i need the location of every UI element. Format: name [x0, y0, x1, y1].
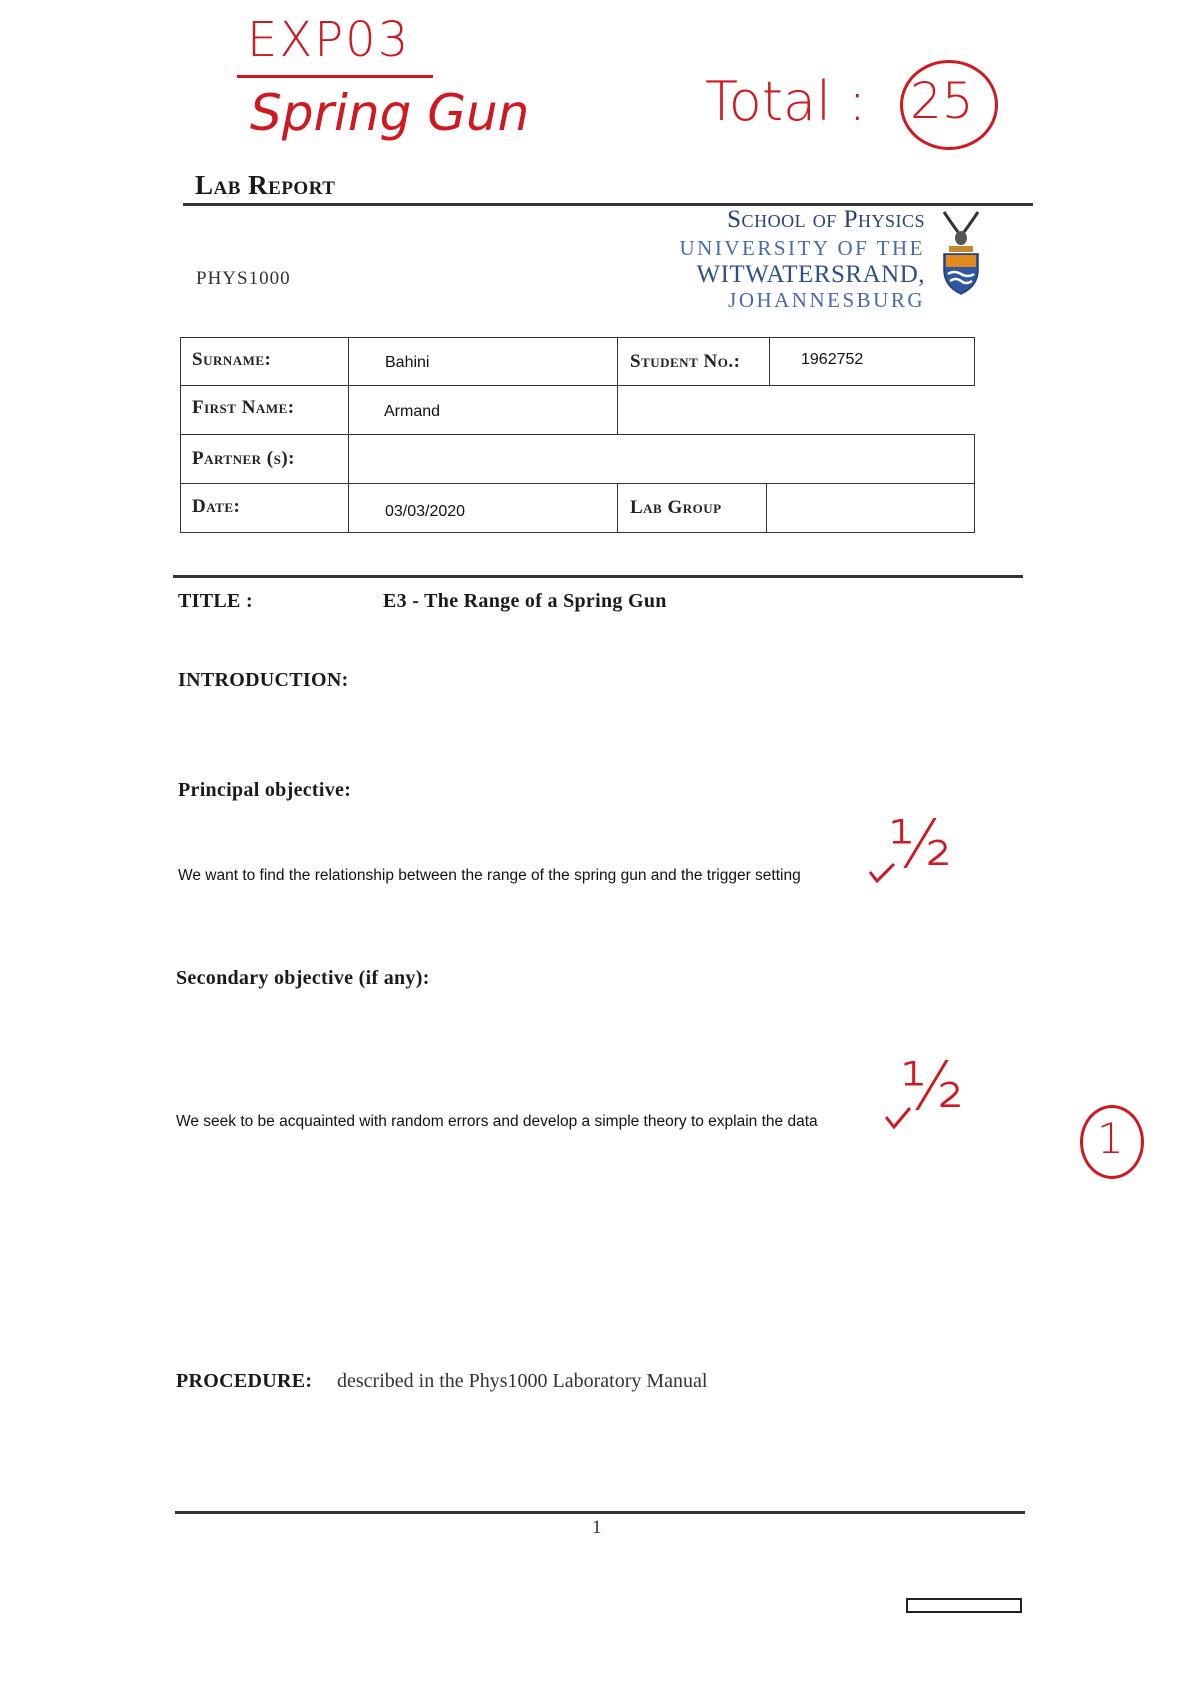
secondary-objective-text: We seek to be acquainted with random errors and develop a simple theory to explain the data	[176, 1113, 818, 1130]
title-label: TITLE :	[178, 590, 253, 612]
handwritten-total-score: 25	[910, 72, 974, 130]
footer-rule	[175, 1511, 1025, 1514]
page-number: 1	[592, 1517, 602, 1538]
surname-label: Surname:	[192, 349, 272, 370]
procedure-heading: PROCEDURE:	[176, 1370, 313, 1392]
first-name-label: First Name:	[192, 397, 295, 418]
secondary-objective-heading: Secondary objective (if any):	[176, 967, 430, 989]
handwritten-underline	[237, 75, 433, 78]
partners-value-cell	[348, 434, 975, 484]
course-code: PHYS1000	[196, 268, 291, 289]
first-name-value: Armand	[384, 403, 441, 420]
wits-crest-icon	[938, 210, 984, 298]
lab-group-value-cell	[766, 483, 975, 533]
procedure-text: described in the Phys1000 Laboratory Manual	[337, 1370, 708, 1392]
lab-group-label: Lab Group	[630, 497, 722, 518]
principal-objective-heading: Principal objective:	[178, 779, 352, 801]
introduction-heading: INTRODUCTION:	[178, 669, 349, 691]
student-no-value-cell	[769, 337, 975, 386]
university-line-2: WITWATERSRAND,	[696, 261, 925, 288]
handwritten-mark-half-2: ½	[900, 1048, 964, 1125]
date-label: Date:	[192, 496, 241, 517]
date-value: 03/03/2020	[385, 503, 466, 520]
principal-objective-text: We want to find the relationship between the range of the spring gun and the trigger setting	[178, 867, 801, 884]
handwritten-total-label: Total :	[705, 70, 867, 133]
handwritten-experiment-name: Spring Gun	[250, 84, 530, 142]
student-no-value: 1962752	[801, 351, 864, 368]
footer-box	[906, 1598, 1022, 1613]
report-experiment-title: E3 - The Range of a Spring Gun	[383, 590, 667, 612]
handwritten-mark-half-1: ½	[888, 806, 952, 883]
report-title: Lab Report	[195, 170, 336, 200]
student-info-table	[180, 337, 977, 533]
title-rule	[173, 575, 1023, 578]
school-name: School of Physics	[727, 206, 925, 233]
student-no-label: Student No.:	[630, 351, 741, 372]
university-line-1: UNIVERSITY OF THE	[679, 236, 925, 260]
handwritten-section-mark: 1	[1097, 1114, 1124, 1163]
empty-cell	[617, 385, 975, 435]
school-name-block	[640, 207, 925, 311]
handwritten-experiment-code: EXP03	[247, 12, 411, 68]
partners-label: Partner (s):	[192, 448, 296, 469]
university-line-3: JOHANNESBURG	[728, 288, 925, 312]
surname-value: Bahini	[385, 354, 430, 371]
